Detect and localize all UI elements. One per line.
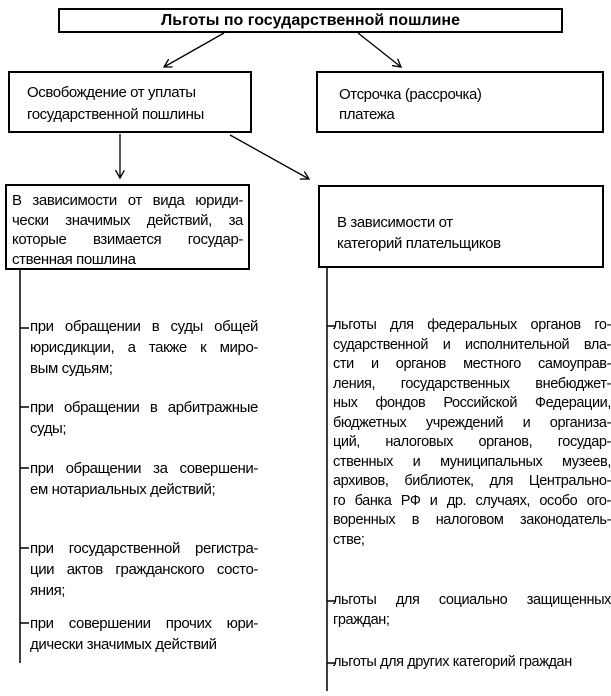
text-line: чески значимых действий, за [12,211,243,229]
text-line: архивов, библиотек, для Центрально- [333,473,611,489]
text-line: го банка РФ и др. случаях, особо ого- [333,492,611,509]
text-line: суды; [30,420,67,437]
list-item [30,538,258,601]
list-item [333,316,611,550]
text-line: граждан; [333,611,390,628]
text-line: стве; [333,531,365,548]
text-line: платежа [339,106,395,123]
list-item [30,316,258,379]
box-exemption-from-payment [8,71,252,133]
text-line: ных фондов Российской Федерации, [333,395,611,411]
text-line: при обращении в арбитражные [30,399,258,416]
text-line: категорий плательщиков [337,235,501,252]
text-line: государственной пошлины [27,106,204,123]
text-line: яния; [30,582,66,599]
list-item [333,653,611,673]
box-deferral-of-payment [316,71,604,133]
text-line: при обращении в суды общей [30,318,258,335]
title-box [58,8,563,33]
text-line: при обращении за совершени- [30,460,258,477]
text-line: В зависимости от [337,214,453,231]
text-line: В зависимости от вида юриди- [12,192,243,209]
box-by-type-of-action [5,184,250,270]
text-line: которые взимается государ- [12,231,243,248]
arrow-title-to-exemption [164,33,224,67]
box-by-payer-category [318,185,604,268]
text-line: Освобождение от уплаты [27,84,196,101]
text-line: вым судьям; [30,360,113,377]
text-line: дически значимых действий [30,636,217,653]
text-line: ции актов гражданского состо- [30,561,258,578]
text-line: ственная пошлина [12,250,136,268]
text-line: ций, налоговых органов, государ- [333,434,611,450]
text-line: Отсрочка (рассрочка) [339,86,482,103]
text-line: ственных и муниципальных музеев, [333,453,611,470]
list-item [30,397,258,439]
text-line: юрисдикции, а также к миро- [30,339,258,356]
text-line: бюджетных учреждений и организа- [333,414,611,431]
text-line: льготы для социально защищенных [333,592,611,608]
text-line: ем нотариальных действий; [30,481,216,498]
text-line: сударственной и исполнительной вла- [333,336,611,353]
arrow-title-to-deferral [358,33,401,67]
text-line: при государственной регистра- [30,540,258,557]
text-line: льготы для федеральных органов го- [333,317,611,333]
list-item [333,591,611,630]
arrow-exemption-to-by-payer [230,135,309,179]
text-line: ления, государственных внебюджет- [333,375,611,392]
text-line: льготы для других категорий граждан [333,654,572,670]
list-item [30,613,258,655]
text-line: воренных в налоговом законодатель- [333,512,611,528]
diagram-title: Льготы по государственной пошлине [161,11,460,29]
text-line: при совершении прочих юри- [30,615,258,632]
list-item [30,458,258,500]
text-line: сти и органов местного самоуправ- [333,356,611,372]
